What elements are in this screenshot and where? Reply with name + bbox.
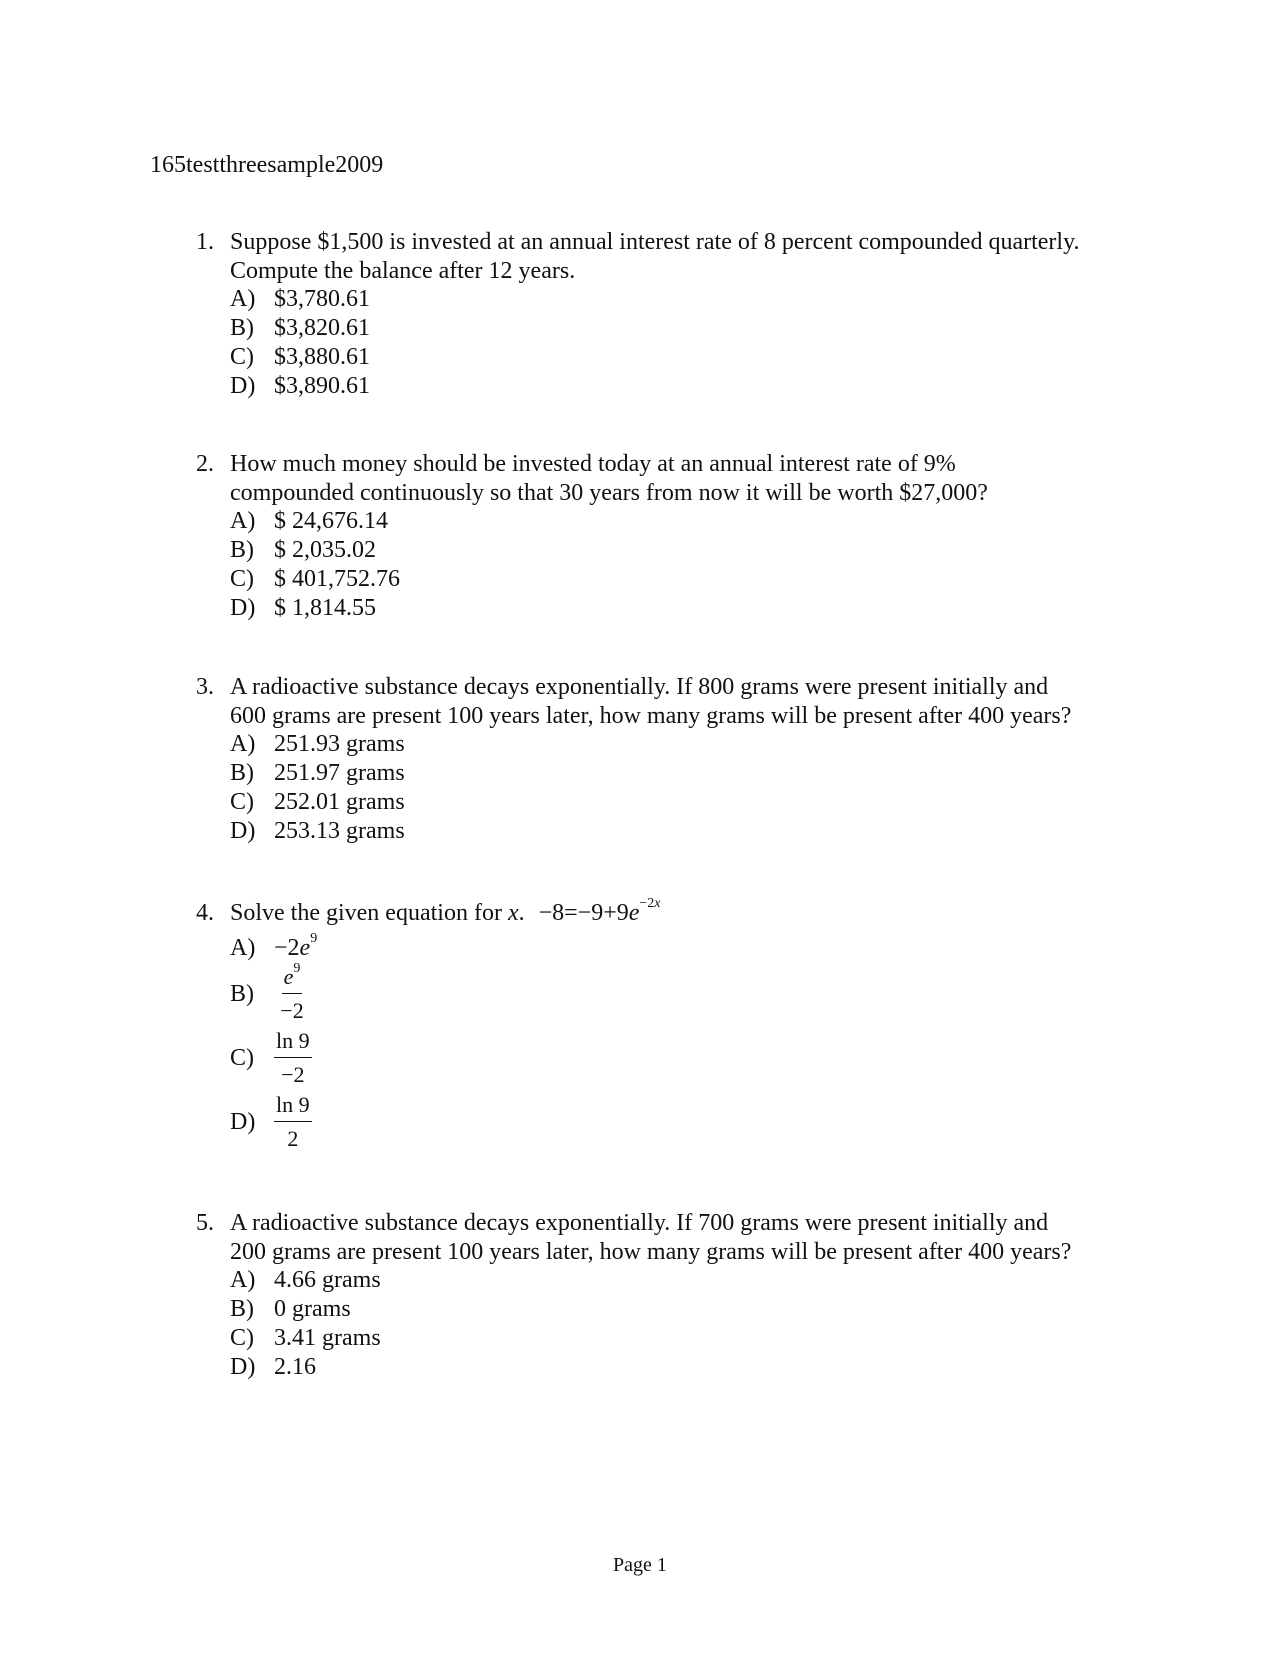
choice-value: $3,890.61 — [274, 372, 370, 399]
question-text-line: A radioactive substance decays exponentially. If 800 grams were present initially and — [230, 674, 1049, 700]
question-text-line: compounded continuously so that 30 years from now it will be worth $27,000? — [230, 479, 988, 506]
equation-base: e — [628, 900, 640, 926]
choice-letter: D) — [230, 372, 256, 399]
variable-x: x — [507, 900, 519, 926]
choice-value: 253.13 grams — [274, 817, 405, 844]
choice-b — [230, 962, 1156, 1026]
choice-a — [230, 285, 1156, 314]
choice-c — [230, 565, 1156, 594]
choice-value: $3,780.61 — [274, 286, 370, 313]
numerator — [282, 961, 303, 994]
question-number: 4. — [196, 900, 214, 926]
choice-value: $3,820.61 — [274, 315, 370, 342]
question-text-line: A radioactive substance decays exponentially. If 700 grams were present initially and — [230, 1210, 1049, 1236]
period: . — [518, 900, 525, 926]
choice-value: 3.41 grams — [274, 1324, 381, 1351]
numerator-exponent: 9 — [293, 961, 301, 977]
exponent-coef: −2 — [639, 896, 655, 911]
choice-b — [230, 314, 1156, 343]
question-5 — [196, 1209, 1156, 1381]
document-title: 165testthreesample2009 — [150, 152, 384, 178]
choice-b — [230, 536, 1156, 565]
exponent-var: x — [654, 896, 661, 911]
choice-a — [230, 930, 1156, 963]
choice-value — [274, 930, 318, 963]
question-number: 3. — [196, 674, 214, 700]
question-4 — [196, 896, 1156, 1154]
choice-letter: A) — [230, 731, 256, 758]
numerator-base: e — [283, 964, 294, 990]
denominator: −2 — [281, 1062, 305, 1088]
question-text-prefix: Solve the given equation for — [230, 900, 502, 926]
numerator: ln 9 — [274, 1028, 312, 1058]
fraction — [274, 1092, 312, 1152]
question-text — [230, 228, 1156, 285]
choice-letter: D) — [230, 817, 256, 844]
choice-letter: B) — [230, 315, 254, 342]
question-number: 1. — [196, 229, 214, 255]
question-text-line: 200 grams are present 100 years later, how many grams will be present after 400 years? — [230, 1238, 1072, 1265]
coefficient: −2 — [274, 934, 300, 961]
choice-value: 0 grams — [274, 1296, 351, 1323]
choice-letter: C) — [230, 1045, 254, 1072]
question-text — [230, 450, 1156, 507]
question-text — [230, 896, 1156, 928]
choice-letter: D) — [230, 594, 256, 621]
choice-b — [230, 1295, 1156, 1324]
choice-letter: B) — [230, 537, 254, 564]
choice-b — [230, 759, 1156, 788]
question-text-line: How much money should be invested today at an annual interest rate of 9% — [230, 451, 956, 477]
choice-letter: D) — [230, 1353, 256, 1380]
choice-a — [230, 507, 1156, 536]
exponent: 9 — [310, 930, 318, 946]
choice-d — [230, 594, 1156, 623]
numerator: ln 9 — [274, 1092, 312, 1122]
equation-exponent — [639, 896, 660, 911]
page-footer: Page 1 — [613, 1554, 667, 1576]
choice-d — [230, 817, 1156, 846]
choice-d — [230, 372, 1156, 401]
fraction — [274, 1028, 312, 1088]
denominator: 2 — [287, 1126, 299, 1152]
choice-value: $ 24,676.14 — [274, 508, 388, 535]
choice-letter: C) — [230, 1324, 254, 1351]
choice-letter: C) — [230, 565, 254, 592]
choice-a — [230, 1266, 1156, 1295]
choice-letter: C) — [230, 343, 254, 370]
question-text-line: Suppose $1,500 is invested at an annual interest rate of 8 percent compounded quarterly. — [230, 229, 1080, 255]
choice-letter: A) — [230, 286, 256, 313]
denominator: −2 — [280, 998, 304, 1024]
choice-letter: A) — [230, 1267, 256, 1294]
choice-letter: B) — [230, 1296, 254, 1323]
choice-value: 251.97 grams — [274, 760, 405, 787]
choice-value: 251.93 grams — [274, 731, 405, 758]
choice-letter: D) — [230, 1109, 256, 1136]
question-text-line: 600 grams are present 100 years later, how many grams will be present after 400 years? — [230, 702, 1072, 729]
choice-value: $ 2,035.02 — [274, 537, 376, 564]
question-2 — [196, 450, 1156, 622]
question-number: 5. — [196, 1210, 214, 1236]
choice-value: $ 1,814.55 — [274, 594, 376, 621]
choice-letter: A) — [230, 508, 256, 535]
fraction — [274, 961, 310, 1024]
question-3 — [196, 673, 1156, 845]
equation — [538, 896, 661, 926]
base: e — [299, 934, 311, 961]
equation-lhs: −8=−9+9 — [538, 900, 629, 926]
question-text-line: Compute the balance after 12 years. — [230, 257, 576, 284]
choice-c — [230, 1026, 1156, 1090]
choice-c — [230, 343, 1156, 372]
choice-letter: B) — [230, 981, 254, 1008]
question-1 — [196, 228, 1156, 400]
question-text — [230, 673, 1156, 730]
choice-c — [230, 788, 1156, 817]
choice-value: $3,880.61 — [274, 343, 370, 370]
choice-c — [230, 1324, 1156, 1353]
choice-a — [230, 730, 1156, 759]
choice-value: 2.16 — [274, 1353, 316, 1380]
question-text — [230, 1209, 1156, 1266]
choice-value: 252.01 grams — [274, 788, 405, 815]
choice-d — [230, 1353, 1156, 1382]
choice-letter: C) — [230, 788, 254, 815]
choice-value: 4.66 grams — [274, 1267, 381, 1294]
choice-letter: B) — [230, 760, 254, 787]
choice-letter: A) — [230, 934, 256, 961]
choice-value: $ 401,752.76 — [274, 565, 400, 592]
question-number: 2. — [196, 451, 214, 477]
choice-d — [230, 1090, 1156, 1154]
